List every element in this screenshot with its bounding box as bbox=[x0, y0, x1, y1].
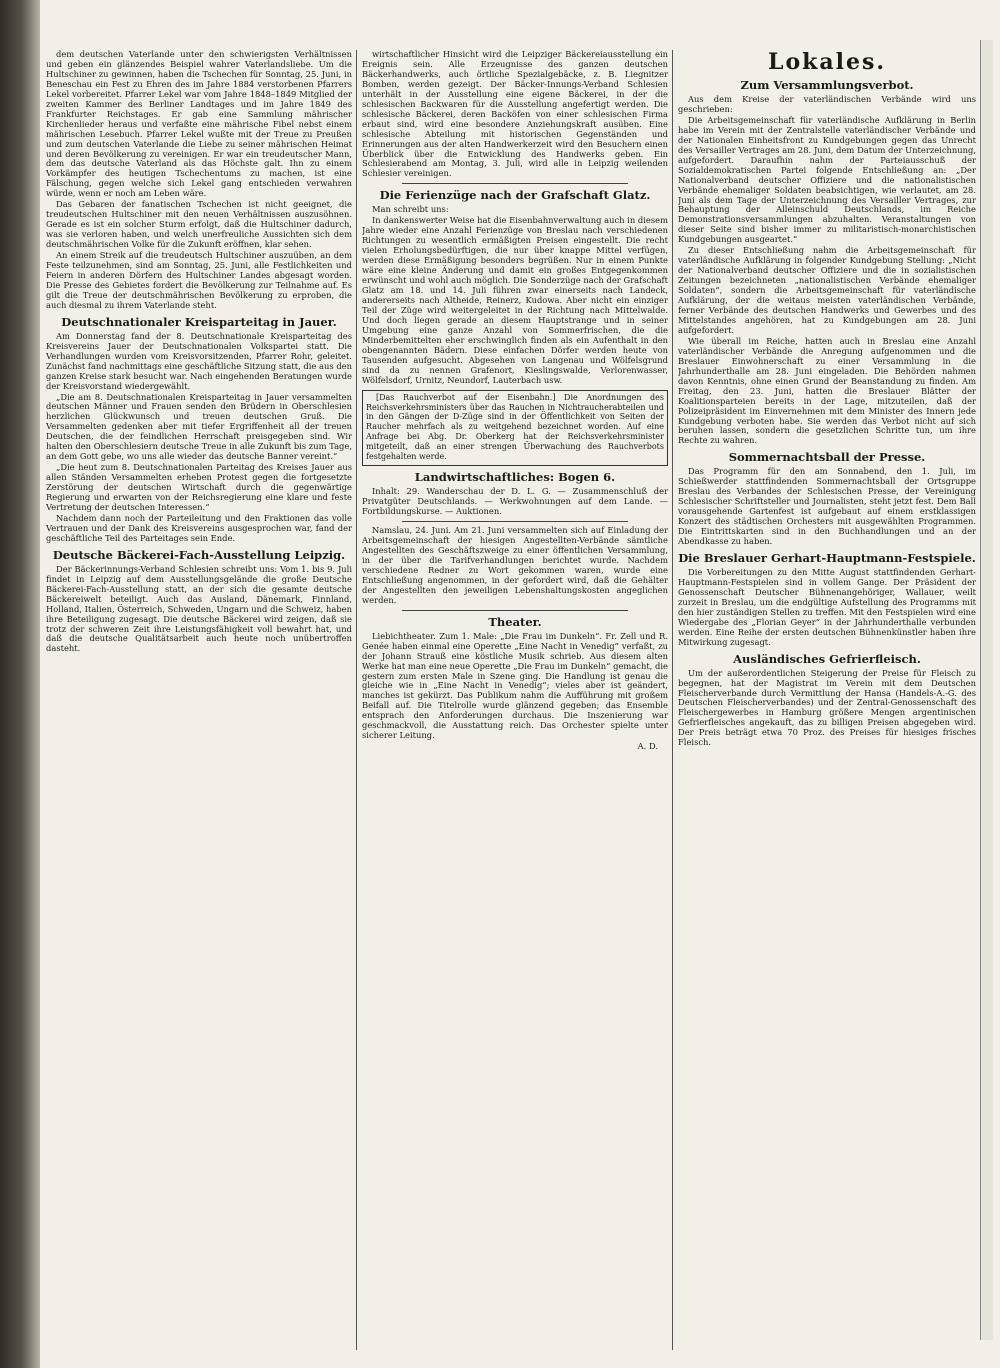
headline-versammlungsverbot: Zum Versammlungsverbot. bbox=[740, 78, 914, 92]
paragraph: Namslau, 24. Juni. Am 21. Juni versammelten sich auf Einladung der Arbeitsgemeinschaft der hiesigen Angestellten-Verbände sämtliche Angestellten des Geschäftszweige zu einer öffentlichen Versammlung, in der über die Tarifverhandlungen berichtet wurde. Nachdem verschiedene Redner zu Wort gekommen waren, wurde eine Entschließung angenommen, in der gefordert wird, daß die Gehälter der Angestellten den jeweiligen Lebenshaltungskosten angeglichen werden. bbox=[362, 525, 668, 605]
paragraph: Das Programm für den am Sonnabend, den 1. Juli, im Schießwerder stattfindenden Sommernachtsball der Ortsgruppe Breslau des Verbandes der Schlesischen Presse, der Vereinigung Schlesischer Schriftsteller und Journalisten, steht jetzt fest. Dem Ball vorausgehende Gartenfest ist aufgebaut auf einem erstklassigen Konzert des städtischen Orchesters mit ausgewählten Programmen. Die Eintrittskarten sind in den Buchhandlungen und an der Abendkasse zu haben. bbox=[678, 466, 976, 547]
column-rule bbox=[672, 50, 673, 1350]
notice-box bbox=[362, 390, 668, 467]
paragraph: Der Bäckerinnungs-Verband Schlesien schreibt uns: Vom 1. bis 9. Juli findet in Leipzig auf dem Ausstellungsgelände die große Deutsche Bäckerei-Fach-Ausstellung statt, an der sich die gesamte deutsche Bäckereiwelt beteiligt. Auch das Ausland, Dänemark, Finnland, Holland, Italien, Österreich, Schweden, Ungarn und die Schweiz, haben ihre Beteiligung zugesagt. Die deutsche Bäckerei wird zeigen, daß sie trotz der schweren Zeit ihre Leistungsfähigkeit voll bewahrt hat, und daß die deutsche Qualitätsarbeit auch heute noch unübertroffen dasteht. bbox=[46, 563, 352, 654]
divider bbox=[402, 521, 628, 522]
headline-theater: Theater. bbox=[488, 614, 542, 629]
paragraph: Das Gebaren der fanatischen Tschechen ist nicht geeignet, die treudeutschen Hultschiner mit den neuen Verhältnissen auszusöhnen. Gerade es ist ein solcher Sturm erfolgt, daß die Hultschiner dadurch, was sie verloren haben, und welch unerfreuliche Aussichten sich dem deutschmährischen Volke für die Zukunft eröffnen, klar sehen. bbox=[46, 199, 352, 250]
paragraph: In dankenswerter Weise hat die Eisenbahnverwaltung auch in diesem Jahre wieder eine Anzahl Ferienzüge von Breslau nach verschiedenen Richtungen zu wesentlich ermäßigten Preisen eingestellt. Die recht vielen Erholungsbedürftigen, die nur über knappe Mittel verfügen, werden diese Ermäßigung besonders begrüßen. Nur in einem Punkte wäre eine kleine Änderung und damit ein großes Entgegenkommen erwünscht und wohl auch möglich. Die Sonderzüge nach der Grafschaft Glatz am 18. und 14. Juli führen zwar einerseits nach Landeck, andererseits nach Altheide, Reinerz, Kudowa. Aber nicht ein einziger Teil der Züge wird weitergeleitet in der Richtung nach Mittelwalde. Und doch liegen gerade an diesem Hauptstrange und in seiner Umgebung eine ganze Anzahl von Sommerfrischen, die die Minderbemittelten eher erschwinglich finden als ein Aufenthalt in den obengenannten Bädern. Diese einfachen Dörfer werden heute von Tausenden aufgesucht. Abgesehen von Langenau und Wölfelsgrund sind da zu nennen Grafenort, Kieslingswalde, Verlorenwasser, Wölfelsdorf, Urnitz, Neundorf, Lauterbach usw. bbox=[362, 215, 668, 385]
column-3 bbox=[678, 50, 976, 1350]
newspaper-page bbox=[46, 50, 976, 1350]
paragraph: Die Vorbereitungen zu den Mitte August stattfindenden Gerhart-Hauptmann-Festspielen sind in vollem Gange. Der Präsident der Genossenschaft Deutscher Bühnenangehöriger, Wallauer, weilt zurzeit in Breslau, um die endgültige Aufstellung des Programms mit den hier zuständigen Stellen zu treffen. Mit den Festspielen wird eine Wiedergabe des „Florian Geyer“ in der Jahrhunderthalle verbunden werden. Eine Reihe der ersten deutschen Bühnenkünstler haben ihre Mitwirkung zugesagt. bbox=[678, 566, 976, 647]
headline-landwirtschaftliches: Landwirtschaftliches: Bogen 6. bbox=[414, 470, 616, 485]
page-edge bbox=[980, 40, 993, 1340]
column-2 bbox=[362, 50, 668, 1350]
paragraph: „Die heut zum 8. Deutschnationalen Parteitag des Kreises Jauer aus allen Ständen Versammelten erheben Protest gegen die fortgesetzte Zerstörung der deutschen Wirtschaft durch die gegenwärtige Regierung und erwarten von der Reichsregierung eine klare und feste Vertretung der deutschen Interessen.“ bbox=[46, 462, 352, 512]
paragraph: Liebichtheater. Zum 1. Male: „Die Frau im Dunkeln“. Fr. Zell und R. Genée haben einmal eine Operette „Eine Nacht in Venedig“ verfaßt, zu der Johann Strauß eine köstliche Musik schrieb. Aus diesem alten Werke hat man eine neue Operette „Die Frau im Dunkeln“ gemacht, die gestern zum ersten Male in Szene ging. Die Handlung ist genau die gleiche wie in „Eine Nacht in Venedig“; vieles aber ist geändert, manches ist gekürzt. Das Publikum nahm die Aufführung mit großem Beifall auf. Die Titelrolle wurde glänzend gegeben; das Ensemble entsprach den Anforderungen durchaus. Die Inszenierung war geschmackvoll, die Ausstattung reich. Das Orchester spielte unter sicherer Leitung. bbox=[362, 630, 668, 741]
divider bbox=[402, 183, 628, 184]
paragraph: Inhalt: 29. Wanderschau der D. L. G. — Zusammenschluß der Privatgüter Deutschlands. — Werkwohnungen auf dem Lande. — Fortbildungskurse. — Auktionen. bbox=[362, 486, 668, 517]
headline-kreisparteitag: Deutschnationaler Kreisparteitag in Jauer. bbox=[61, 314, 337, 329]
paragraph: wirtschaftlicher Hinsicht wird die Leipziger Bäckereiausstellung ein Ereignis sein. Alle Erzeugnisse des ganzen deutschen Bäckerhandwerks, auch örtliche Spezialgebäcke, z. B. Liegnitzer Bomben, werden gezeigt. Der Bäcker-Innungs-Verband Schlesien unterhält in der Ausstellung eine eigene Bäckerei, in der die schlesischen Backwaren für die Ausstellung angefertigt werden. Die schlesische Bäckerei, deren Backöfen von einer schlesischen Firma erbaut sind, wird eine besondere Anziehungskraft ausüben. Eine schlesische Abteilung mit historischen Gegenständen und Erinnerungen aus der alten Handwerkerzeit wird den Besuchern einen Überblick über die Entwicklung des Handwerks geben. Ein Schlesierabend am Montag, 3. Juli, wird alle in Leipzig weilenden Schlesier vereinigen. bbox=[362, 50, 668, 179]
paragraph: Zu dieser Entschließung nahm die Arbeitsgemeinschaft für vaterländische Aufklärung in folgender Kundgebung Stellung: „Nicht der Nationalverband deutscher Offiziere und die in sozialistischen Zeitungen bezeichneten „nationalistischen Verbände ehemaliger Soldaten“, sondern die Arbeitsgemeinschaft für vaterländische Aufklärung, der die weitaus meisten vaterländischen Verbände, ferner Verbände des deutschen Handwerks und Gewerbes und des Mittelstandes angehören, hat zu Kundgebungen am 28. Juni aufgefordert. bbox=[678, 245, 976, 335]
column-1 bbox=[46, 50, 352, 1350]
headline-baeckerei-ausstellung: Deutsche Bäckerei-Fach-Ausstellung Leipzig. bbox=[52, 547, 346, 562]
headline-gefrierfleisch: Ausländisches Gefrierfleisch. bbox=[733, 651, 921, 666]
paragraph: An einem Streik auf die treudeutsch Hultschiner auszuüben, an dem Feste teilzunehmen, sind am Sonntag, 25. Juni, alle Festlichkeiten und Feiern in anderen Dörfern des Hultschiner Landes abgesagt worden. Die Presse des Gebietes fordert die Bevölkerung zur Teilnahme auf. Es gilt die Treue der deutschmährischen Bevölkerung zu erproben, die auch diesmal zu ihrem Vaterlande steht. bbox=[46, 250, 352, 310]
paragraph: Die Arbeitsgemeinschaft für vaterländische Aufklärung in Berlin habe im Verein mit der Zentralstelle vaterländischer Verbände und der Nationalen Einheitsfront zu Kundgebungen gegen das Unrecht des Versailler Vertrages am 28. Juni, dem Datum der Unterzeichnung, aufgefordert. Daraufhin nahm der Parteiausschuß der Sozialdemokratischen Partei folgende Entschließung an: „Der Nationalverband deutscher Offiziere und die nationalistischen Verbände ehemaliger Soldaten beabsichtigen, wie verlautet, am 28. Juni als dem Tage der Unterzeichnung des Versailler Vertrages, zur Behauptung der Alleinschuld Deutschlands, im Reiche Demonstrationsversammlungen abzuhalten. Veranstaltungen von dieser Seite sind bisher immer zu militaristisch-monarchistischen Kundgebungen ausgeartet.“ bbox=[678, 114, 976, 245]
headline-hauptmann-festspiele: Die Breslauer Gerhart-Hauptmann-Festspiele. bbox=[678, 550, 976, 565]
notice-text: [Das Rauchverbot auf der Eisenbahn.] Die Anordnungen des Reichsverkehrsministers über das Rauchen in Nichtraucherabteilen und in den Gängen der D-Züge sind in der Öffentlichkeit von Seiten der Raucher mehrfach als zu weitgehend bezeichnet worden. Auf eine Anfrage bei Abg. Dr. Oberkerg hat der Reichsverkehrsminister mitgeteilt, daß an einer strengen Überwachung des Rauchverbots festgehalten werde. bbox=[366, 392, 664, 462]
column-rule bbox=[356, 50, 357, 1350]
section-masthead: Lokales. bbox=[767, 50, 887, 75]
author-signature: A. D. bbox=[637, 741, 658, 752]
paragraph: Aus dem Kreise der vaterländischen Verbände wird uns geschrieben: bbox=[678, 94, 976, 114]
headline-ferienzuege: Die Ferienzüge nach der Grafschaft Glatz. bbox=[379, 188, 651, 203]
paragraph: Man schreibt uns: bbox=[372, 204, 449, 215]
paragraph: dem deutschen Vaterlande unter den schwierigsten Verhältnissen und geben ein glänzendes Beispiel wahrer Vaterlandsliebe. Um die Hultschiner zu gewinnen, haben die Tschechen für Sonntag, 25. Juni, in Beneschau ein Fest zu Ehren des im Jahre 1884 verstorbenen Pfarrers Lekel vorbereitet. Pfarrer Lekel war vom Jahre 1848–1849 Mitglied der zweiten Kammer des Berliner Landtages und im Jahre 1849 des Frankfurter Reichstages. Er gab eine Sammlung mährischer Kirchenlieder heraus und verfaßte eine mährische Fibel nebst einem mährischen Lesebuch. Pfarrer Lekel wußte mit der Treue zu Preußen und zum deutschen Vaterlande die Liebe zu seiner mährischen Heimat und deren Bevölkerung zu vereinigen. Er war ein treudeutscher Mann, dem das deutsche Vaterland als das Höchste galt. Ihn zu einem Vorkämpfer des heutigen Tschechentums zu machen, ist eine Fälschung, gegen welche sich Lekel gang entschieden verwahren würde, wenn er noch am Leben wäre. bbox=[46, 50, 352, 199]
divider bbox=[402, 610, 628, 611]
paragraph: Um der außerordentlichen Steigerung der Preise für Fleisch zu begegnen, hat der Magistrat im Verein mit dem Deutschen Fleischerverbande durch Vermittlung der Hansa (Handels-A.-G. des Deutschen Fleischerverbandes) und der Zentral-Genossenschaft des Fleischergewerbes in Hamburg größere Mengen argentinischen Gefrierfleisches angekauft, das zu billigen Preisen abgegeben wird. Der Preis beträgt etwa 70 Proz. des Preises für hiesiges frisches Fleisch. bbox=[678, 667, 976, 748]
book-binding bbox=[0, 0, 40, 1368]
paragraph: „Die am 8. Deutschnationalen Kreisparteitag in Jauer versammelten deutschen Männer und Frauen senden den Brüdern in Oberschlesien herzlichen Glückwunsch und treuen deutschen Gruß. Die Versammelten gedenken aber mit tiefer Ergriffenheit all der treuen Deutschen, die der feindlichen Herrschaft preisgegeben sind. Wir halten den Oberschlesiern deutsche Treue in alle Zukunft bis zum Tage, an dem Gott gebe, wo uns alle wieder das deutsche Banner vereint.“ bbox=[46, 391, 352, 462]
paragraph: Nachdem dann noch der Parteileitung und den Fraktionen das volle Vertrauen und der Dank des Kreisvereins ausgesprochen war, fand der geschäftliche Teil des Parteitages sein Ende. bbox=[46, 512, 352, 543]
headline-sommernachtsball: Sommernachtsball der Presse. bbox=[728, 450, 926, 465]
paragraph: Wie überall im Reiche, hatten auch in Breslau eine Anzahl vaterländischer Verbände die Anregung aufgenommen und die Breslauer Einwohnerschaft zu einer Versammlung in die Jahrhunderthalle am 28. Juni eingeladen. Die Behörden nahmen davon Kenntnis, ohne einen Grund der Beanstandung zu finden. Am Freitag, den 23. Juni, hatten die Breslauer Blätter der Koalitionsparteien bereits in der Lage, mitzuteilen, daß der Polizeipräsident im Einvernehmen mit dem Minister des Innern jede Kundgebung verboten habe. Sie werden das Verbot nicht auf sich beruhen lassen, sondern die gesetzlichen Schritte tun, um ihre Rechte zu wahren. bbox=[678, 335, 976, 446]
paragraph: Am Donnerstag fand der 8. Deutschnationale Kreisparteitag des Kreisvereins Jauer der Deutschnationalen Volkspartei statt. Die Verhandlungen wurden vom Kreisvorsitzenden, Pfarrer Rohr, geleitet. Zunächst fand nachmittags eine geschäftliche Sitzung statt, die aus den ganzen Kreise stark besucht war. Nach eingehenden Beratungen wurde der Kreisvorstand wiedergewählt. bbox=[46, 330, 352, 391]
